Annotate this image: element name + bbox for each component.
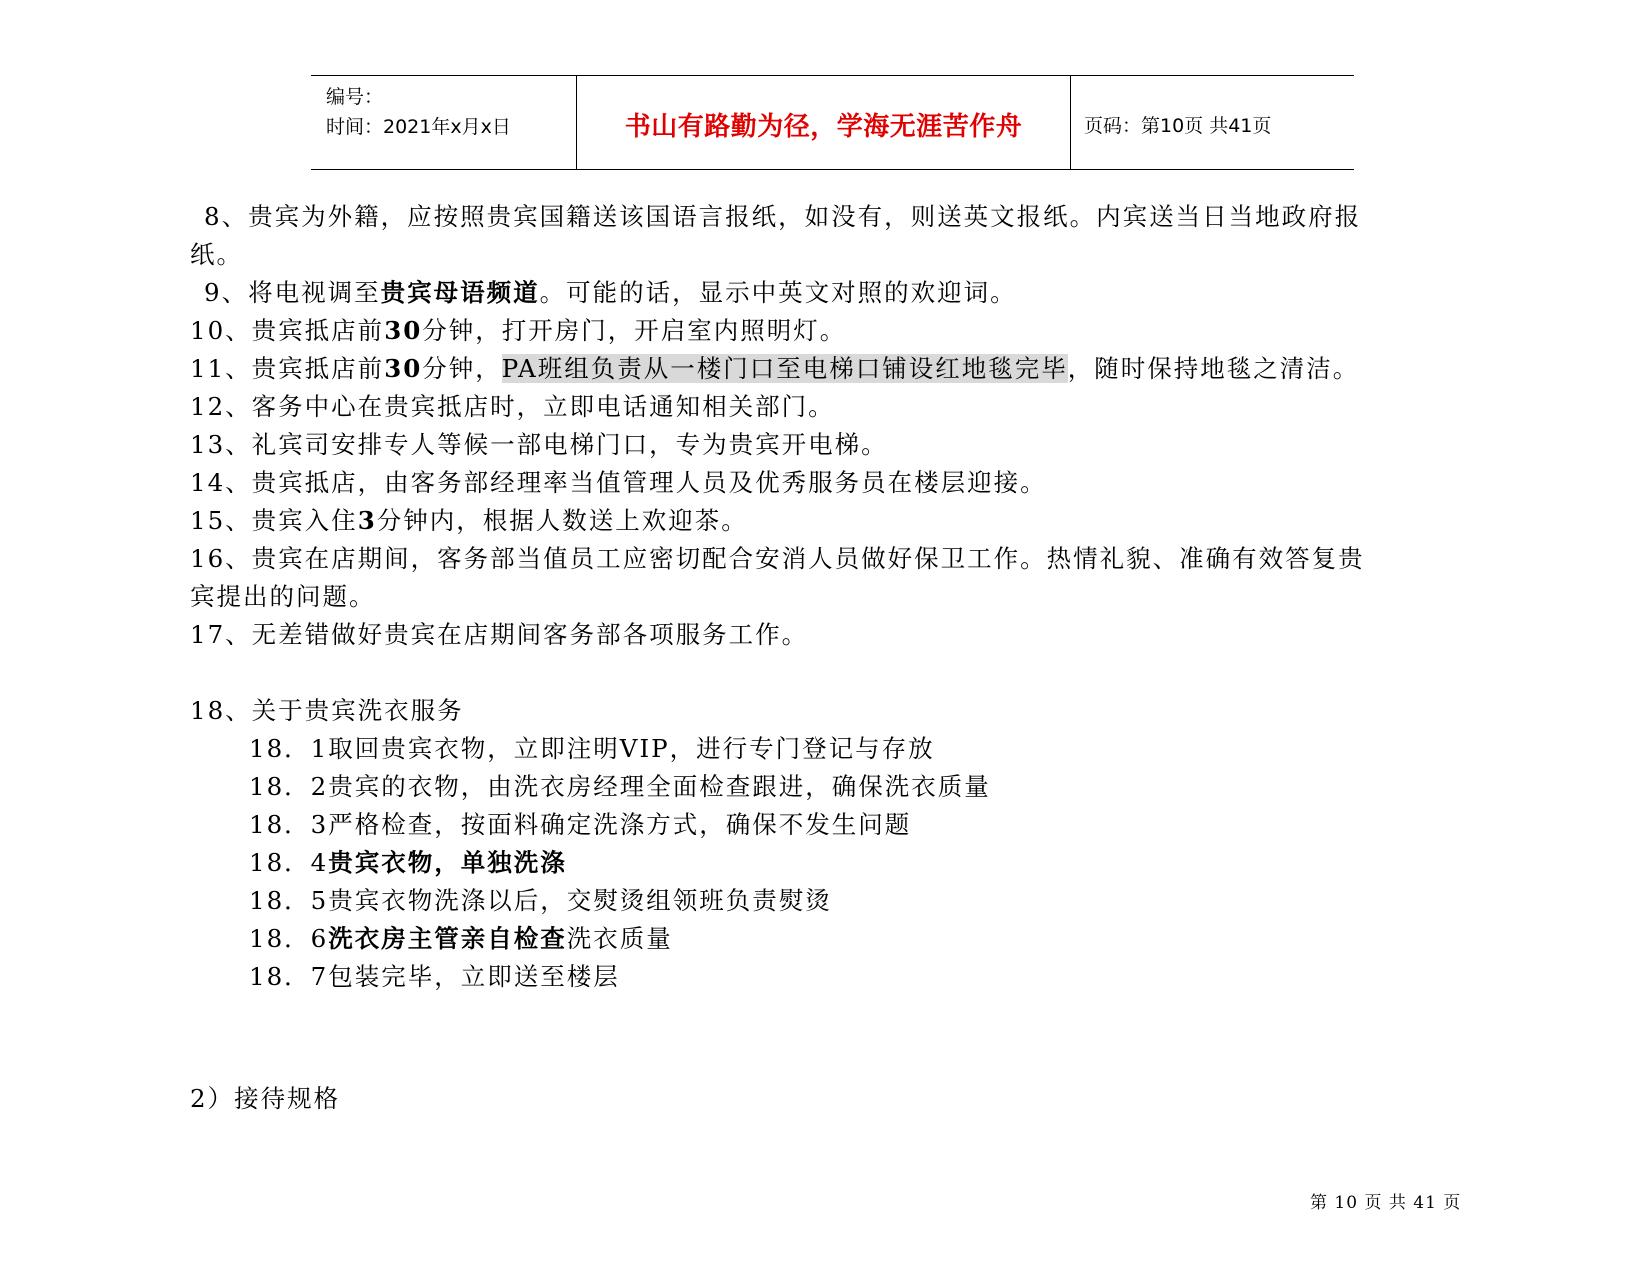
- bold-text: 贵宾衣物，单独洗涤: [328, 848, 567, 877]
- text: 分钟内，根据人数送上欢迎茶。: [376, 506, 748, 535]
- text: 。可能的话，显示中英文对照的欢迎词。: [539, 278, 1017, 307]
- page-header-table: [311, 75, 1354, 170]
- highlighted-text: PA班组负责从一楼门口至电梯口铺设红地毯完毕: [501, 354, 1068, 383]
- text: 15、贵宾入住: [190, 506, 358, 535]
- sub-item-18-2: 18．2贵宾的衣物，由洗衣房经理全面检查跟进，确保洗衣质量: [249, 772, 991, 801]
- text: 分钟，打开房门，开启室内照明灯。: [422, 316, 847, 345]
- list-item-17: 17、无差错做好贵宾在店期间客务部各项服务工作。: [190, 620, 809, 649]
- list-item-8-cont: 纸。: [190, 240, 243, 269]
- list-item-16: 16、贵宾在店期间，客务部当值员工应密切配合安消人员做好保卫工作。热情礼貌、准确有效答复贵: [190, 544, 1365, 573]
- sub-item-18-7: 18．7包装完毕，立即送至楼层: [249, 962, 620, 991]
- list-item-16-cont: 宾提出的问题。: [190, 582, 376, 611]
- document-time-label: 时间：2021年x月x日: [326, 116, 511, 138]
- list-item-13: 13、礼宾司安排专人等候一部电梯门口，专为贵宾开电梯。: [190, 430, 888, 459]
- text: 分钟，: [422, 354, 502, 383]
- document-number-label: 编号：: [326, 86, 384, 108]
- list-item-12: 12、客务中心在贵宾抵店时，立即电话通知相关部门。: [190, 392, 835, 421]
- sub-item-18-4: [190, 844, 1480, 882]
- list-item-10: [190, 312, 1480, 350]
- sub-item-18-6: [190, 920, 1480, 958]
- section-title: 2）接待规格: [190, 1084, 341, 1113]
- bold-number: 30: [384, 354, 423, 383]
- blank-line: [190, 654, 1480, 692]
- text: 18．4: [249, 848, 329, 877]
- header-slogan: 书山有路勤为径，学海无涯苦作舟: [577, 76, 1071, 169]
- list-item-18: 18、关于贵宾洗衣服务: [190, 696, 464, 725]
- text: 洗衣质量: [566, 924, 673, 953]
- header-meta-cell: [311, 76, 577, 169]
- list-item-11: [190, 350, 1480, 388]
- sub-item-18-5: 18．5贵宾衣物洗涤以后，交熨烫组领班负责熨烫: [249, 886, 832, 915]
- bold-number: 30: [384, 316, 423, 345]
- page-footer: 第 10 页 共 41 页: [1310, 1193, 1462, 1213]
- bold-text: 洗衣房主管亲自检查: [328, 924, 567, 953]
- bold-number: 3: [357, 506, 377, 535]
- text: 11、贵宾抵店前: [190, 354, 385, 383]
- text: ，随时保持地毯之清洁。: [1067, 354, 1360, 383]
- sub-item-18-1: 18．1取回贵宾衣物，立即注明VIP，进行专门登记与存放: [249, 734, 935, 763]
- list-item-9: [190, 274, 1480, 312]
- sub-item-18-3: 18．3严格检查，按面料确定洗涤方式，确保不发生问题: [249, 810, 912, 839]
- header-page-label: 页码：第10页 共41页: [1084, 115, 1272, 137]
- text: 9、将电视调至: [204, 278, 381, 307]
- list-item-15: [190, 502, 1480, 540]
- text: 18．6: [249, 924, 329, 953]
- list-item-8: 8、贵宾为外籍，应按照贵宾国籍送该国语言报纸，如没有，则送英文报纸。内宾送当日当地政府报: [204, 202, 1362, 231]
- text: 10、贵宾抵店前: [190, 316, 385, 345]
- list-item-14: 14、贵宾抵店，由客务部经理率当值管理人员及优秀服务员在楼层迎接。: [190, 468, 1047, 497]
- document-body: [190, 198, 1480, 996]
- bold-text: 贵宾母语频道: [380, 278, 540, 307]
